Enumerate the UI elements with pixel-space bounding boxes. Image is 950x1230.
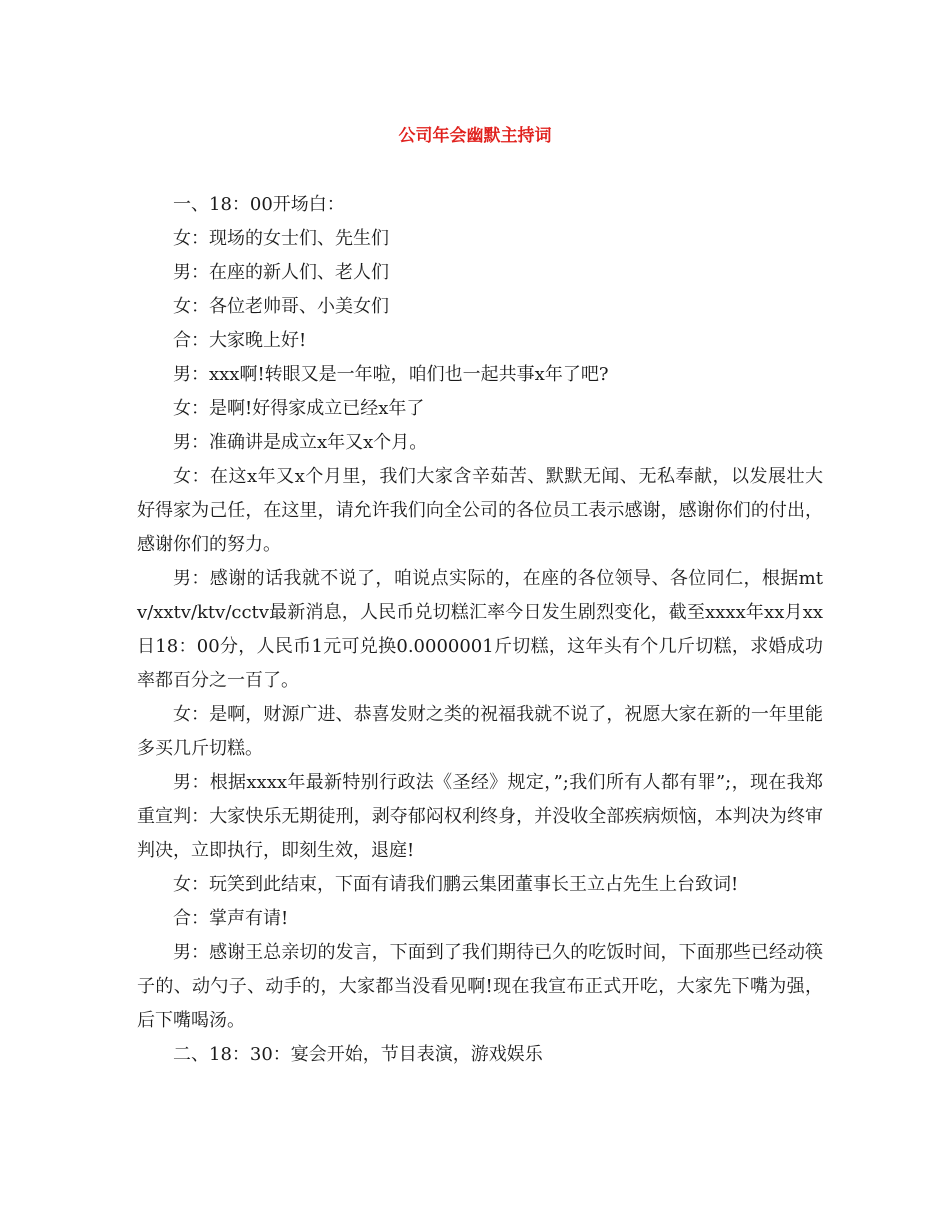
paragraph: 女：是啊，财源广进、恭喜发财之类的祝福我就不说了，祝愿大家在新的一年里能多买几斤切糕。 [137, 704, 823, 759]
paragraph: 男：根据xxxx年最新特别行政法《圣经》规定，”;我们所有人都有罪”;，现在我郑重宣判：大家快乐无期徒刑，剥夺郁闷权利终身，并没收全部疾病烦恼，本判决为终审判决，立即执行，即刻生效，退庭! [137, 772, 823, 861]
paragraph: 男：感谢王总亲切的发言，下面到了我们期待已久的吃饭时间，下面那些已经动筷子的、动勺子、动手的，大家都当没看见啊!现在我宣布正式开吃，大家先下嘴为强，后下嘴喝汤。 [137, 942, 823, 1031]
paragraph: 男：xxx啊!转眼又是一年啦，咱们也一起共事x年了吧? [173, 364, 609, 385]
paragraph: 一、18：00开场白： [173, 194, 345, 215]
document-title: 公司年会幽默主持词 [398, 126, 552, 146]
paragraph: 二、18：30：宴会开始，节目表演，游戏娱乐 [173, 1044, 543, 1065]
paragraph: 女：玩笑到此结束，下面有请我们鹏云集团董事长王立占先生上台致词! [173, 874, 739, 895]
paragraph: 女：是啊!好得家成立已经x年了 [173, 398, 425, 419]
paragraph: 男：感谢的话我就不说了，咱说点实际的，在座的各位领导、各位同仁，根据mtv/xxtv/ktv/cctv最新消息，人民币兑切糕汇率今日发生剧烈变化，截至xxxx年xx月xx日18：00分，人民币1元可兑换0.0000001斤切糕，这年头有个几斤切糕，求婚成功率都百分之一百了。 [137, 568, 823, 691]
paragraph: 男：在座的新人们、老人们 [173, 262, 389, 283]
document-body [137, 188, 823, 1072]
paragraph: 女：在这x年又x个月里，我们大家含辛茹苦、默默无闻、无私奉献，以发展壮大好得家为己任，在这里，请允许我们向全公司的各位员工表示感谢，感谢你们的付出，感谢你们的努力。 [137, 466, 823, 555]
paragraph: 女：各位老帅哥、小美女们 [173, 296, 389, 317]
paragraph: 合：掌声有请! [173, 908, 289, 929]
paragraph: 男：准确讲是成立x年又x个月。 [173, 432, 428, 453]
paragraph: 合：大家晚上好! [173, 330, 307, 351]
paragraph: 女：现场的女士们、先生们 [173, 228, 389, 249]
